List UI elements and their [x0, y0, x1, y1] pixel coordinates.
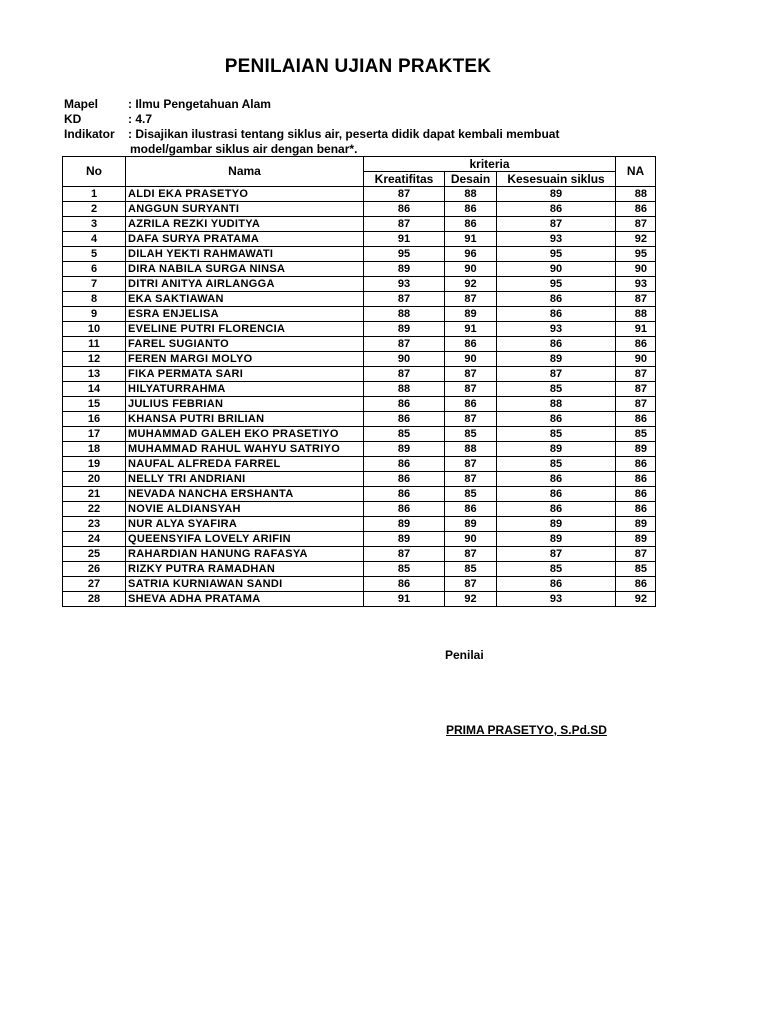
cell-nama: NOVIE ALDIANSYAH	[126, 502, 364, 517]
cell-no: 21	[63, 487, 126, 502]
cell-desain: 90	[445, 352, 497, 367]
cell-na: 92	[616, 592, 656, 607]
cell-no: 28	[63, 592, 126, 607]
cell-na: 86	[616, 202, 656, 217]
cell-kreatifitas: 85	[364, 427, 445, 442]
table-row	[63, 397, 656, 412]
cell-kreatifitas: 87	[364, 187, 445, 202]
cell-kreatifitas: 90	[364, 352, 445, 367]
cell-no: 3	[63, 217, 126, 232]
indikator-label: Indikator	[64, 127, 115, 141]
table-row	[63, 382, 656, 397]
cell-kesesuaian: 89	[497, 517, 616, 532]
cell-kesesuaian: 87	[497, 367, 616, 382]
cell-kreatifitas: 87	[364, 217, 445, 232]
cell-na: 89	[616, 532, 656, 547]
cell-nama: HILYATURRAHMA	[126, 382, 364, 397]
cell-na: 86	[616, 487, 656, 502]
cell-kesesuaian: 95	[497, 277, 616, 292]
cell-kesesuaian: 88	[497, 397, 616, 412]
cell-kreatifitas: 91	[364, 592, 445, 607]
cell-desain: 91	[445, 322, 497, 337]
cell-na: 86	[616, 337, 656, 352]
cell-nama: NEVADA NANCHA ERSHANTA	[126, 487, 364, 502]
cell-desain: 87	[445, 292, 497, 307]
mapel-label: Mapel	[64, 97, 99, 111]
cell-no: 16	[63, 412, 126, 427]
cell-kesesuaian: 90	[497, 262, 616, 277]
cell-no: 4	[63, 232, 126, 247]
table-row	[63, 457, 656, 472]
cell-no: 18	[63, 442, 126, 457]
cell-no: 12	[63, 352, 126, 367]
cell-no: 11	[63, 337, 126, 352]
cell-na: 87	[616, 382, 656, 397]
cell-no: 26	[63, 562, 126, 577]
table-row	[63, 562, 656, 577]
cell-no: 14	[63, 382, 126, 397]
grades-table-body	[63, 187, 656, 607]
cell-desain: 96	[445, 247, 497, 262]
cell-kesesuaian: 85	[497, 562, 616, 577]
table-row	[63, 217, 656, 232]
cell-no: 2	[63, 202, 126, 217]
cell-kreatifitas: 89	[364, 322, 445, 337]
header-no: No	[63, 157, 126, 187]
cell-nama: SHEVA ADHA PRATAMA	[126, 592, 364, 607]
cell-no: 24	[63, 532, 126, 547]
cell-kesesuaian: 93	[497, 592, 616, 607]
cell-desain: 87	[445, 367, 497, 382]
cell-nama: MUHAMMAD GALEH EKO PRASETIYO	[126, 427, 364, 442]
cell-no: 23	[63, 517, 126, 532]
cell-kreatifitas: 91	[364, 232, 445, 247]
cell-kesesuaian: 86	[497, 502, 616, 517]
cell-nama: JULIUS FEBRIAN	[126, 397, 364, 412]
cell-kreatifitas: 86	[364, 412, 445, 427]
cell-nama: ALDI EKA PRASETYO	[126, 187, 364, 202]
cell-no: 8	[63, 292, 126, 307]
cell-desain: 89	[445, 517, 497, 532]
cell-desain: 89	[445, 307, 497, 322]
table-row	[63, 352, 656, 367]
cell-kesesuaian: 86	[497, 202, 616, 217]
cell-kreatifitas: 86	[364, 487, 445, 502]
cell-desain: 91	[445, 232, 497, 247]
cell-na: 87	[616, 397, 656, 412]
cell-nama: AZRILA REZKI YUDITYA	[126, 217, 364, 232]
cell-kesesuaian: 86	[497, 472, 616, 487]
cell-desain: 87	[445, 457, 497, 472]
table-row	[63, 427, 656, 442]
cell-na: 93	[616, 277, 656, 292]
cell-na: 85	[616, 562, 656, 577]
cell-nama: DAFA SURYA PRATAMA	[126, 232, 364, 247]
cell-kesesuaian: 85	[497, 382, 616, 397]
cell-nama: MUHAMMAD RAHUL WAHYU SATRIYO	[126, 442, 364, 457]
table-row	[63, 337, 656, 352]
cell-kesesuaian: 86	[497, 337, 616, 352]
cell-kreatifitas: 88	[364, 382, 445, 397]
cell-nama: ANGGUN SURYANTI	[126, 202, 364, 217]
table-row	[63, 412, 656, 427]
cell-desain: 90	[445, 532, 497, 547]
cell-kreatifitas: 89	[364, 532, 445, 547]
cell-nama: DILAH YEKTI RAHMAWATI	[126, 247, 364, 262]
cell-na: 91	[616, 322, 656, 337]
cell-na: 90	[616, 352, 656, 367]
cell-kesesuaian: 86	[497, 577, 616, 592]
cell-desain: 86	[445, 202, 497, 217]
cell-kesesuaian: 93	[497, 322, 616, 337]
cell-na: 87	[616, 547, 656, 562]
cell-kreatifitas: 95	[364, 247, 445, 262]
cell-kreatifitas: 87	[364, 367, 445, 382]
cell-no: 6	[63, 262, 126, 277]
cell-nama: KHANSA PUTRI BRILIAN	[126, 412, 364, 427]
cell-na: 85	[616, 427, 656, 442]
cell-desain: 86	[445, 502, 497, 517]
cell-no: 5	[63, 247, 126, 262]
cell-kesesuaian: 95	[497, 247, 616, 262]
cell-desain: 87	[445, 472, 497, 487]
cell-na: 87	[616, 292, 656, 307]
cell-na: 89	[616, 517, 656, 532]
cell-no: 13	[63, 367, 126, 382]
cell-kreatifitas: 87	[364, 337, 445, 352]
table-row	[63, 517, 656, 532]
table-row	[63, 487, 656, 502]
cell-nama: EVELINE PUTRI FLORENCIA	[126, 322, 364, 337]
header-kreatifitas: Kreatifitas	[364, 172, 445, 187]
cell-nama: NAUFAL ALFREDA FARREL	[126, 457, 364, 472]
cell-kesesuaian: 87	[497, 217, 616, 232]
cell-desain: 87	[445, 412, 497, 427]
cell-na: 87	[616, 367, 656, 382]
cell-na: 86	[616, 412, 656, 427]
cell-nama: DIRA NABILA SURGA NINSA	[126, 262, 364, 277]
cell-kreatifitas: 86	[364, 202, 445, 217]
table-row	[63, 262, 656, 277]
cell-kreatifitas: 86	[364, 502, 445, 517]
cell-no: 9	[63, 307, 126, 322]
cell-kreatifitas: 93	[364, 277, 445, 292]
cell-desain: 88	[445, 187, 497, 202]
cell-no: 17	[63, 427, 126, 442]
cell-nama: QUEENSYIFA LOVELY ARIFIN	[126, 532, 364, 547]
cell-nama: FIKA PERMATA SARI	[126, 367, 364, 382]
cell-nama: NUR ALYA SYAFIRA	[126, 517, 364, 532]
cell-na: 88	[616, 187, 656, 202]
cell-kreatifitas: 87	[364, 547, 445, 562]
cell-nama: RAHARDIAN HANUNG RAFASYA	[126, 547, 364, 562]
cell-no: 1	[63, 187, 126, 202]
cell-kesesuaian: 93	[497, 232, 616, 247]
cell-no: 15	[63, 397, 126, 412]
cell-desain: 92	[445, 277, 497, 292]
cell-kreatifitas: 88	[364, 307, 445, 322]
cell-kesesuaian: 89	[497, 442, 616, 457]
indikator-line-2: model/gambar siklus air dengan benar*.	[130, 142, 358, 156]
indikator-line-1: : Disajikan ilustrasi tentang siklus air, peserta didik dapat kembali membuat	[128, 127, 560, 141]
cell-na: 92	[616, 232, 656, 247]
cell-nama: DITRI ANITYA AIRLANGGA	[126, 277, 364, 292]
header-kriteria: kriteria	[364, 157, 616, 172]
cell-kreatifitas: 87	[364, 292, 445, 307]
table-row	[63, 472, 656, 487]
cell-nama: RIZKY PUTRA RAMADHAN	[126, 562, 364, 577]
cell-desain: 86	[445, 217, 497, 232]
mapel-value: : Ilmu Pengetahuan Alam	[128, 97, 271, 111]
cell-na: 89	[616, 442, 656, 457]
cell-desain: 87	[445, 382, 497, 397]
cell-na: 95	[616, 247, 656, 262]
header-nama: Nama	[126, 157, 364, 187]
cell-kreatifitas: 86	[364, 577, 445, 592]
cell-na: 88	[616, 307, 656, 322]
cell-kesesuaian: 85	[497, 457, 616, 472]
cell-kesesuaian: 87	[497, 547, 616, 562]
cell-kreatifitas: 85	[364, 562, 445, 577]
header-na: NA	[616, 157, 656, 187]
grades-table	[62, 156, 656, 607]
cell-desain: 85	[445, 562, 497, 577]
cell-desain: 90	[445, 262, 497, 277]
cell-desain: 87	[445, 547, 497, 562]
cell-kreatifitas: 86	[364, 397, 445, 412]
table-row	[63, 232, 656, 247]
cell-desain: 86	[445, 397, 497, 412]
cell-nama: ESRA ENJELISA	[126, 307, 364, 322]
cell-desain: 85	[445, 487, 497, 502]
table-row	[63, 442, 656, 457]
table-row	[63, 202, 656, 217]
cell-na: 86	[616, 457, 656, 472]
cell-nama: SATRIA KURNIAWAN SANDI	[126, 577, 364, 592]
header-desain: Desain	[445, 172, 497, 187]
cell-kesesuaian: 89	[497, 352, 616, 367]
cell-desain: 88	[445, 442, 497, 457]
cell-no: 20	[63, 472, 126, 487]
cell-na: 87	[616, 217, 656, 232]
cell-na: 90	[616, 262, 656, 277]
table-row	[63, 502, 656, 517]
cell-nama: NELLY TRI ANDRIANI	[126, 472, 364, 487]
table-row	[63, 592, 656, 607]
cell-desain: 86	[445, 337, 497, 352]
cell-kesesuaian: 85	[497, 427, 616, 442]
table-row	[63, 187, 656, 202]
cell-kesesuaian: 86	[497, 292, 616, 307]
cell-no: 10	[63, 322, 126, 337]
cell-desain: 87	[445, 577, 497, 592]
table-row	[63, 322, 656, 337]
table-row	[63, 532, 656, 547]
document-title: PENILAIAN UJIAN PRAKTEK	[224, 56, 492, 77]
cell-nama: FEREN MARGI MOLYO	[126, 352, 364, 367]
table-row	[63, 277, 656, 292]
cell-kesesuaian: 89	[497, 532, 616, 547]
table-row	[63, 307, 656, 322]
table-row	[63, 292, 656, 307]
cell-kreatifitas: 86	[364, 472, 445, 487]
cell-kesesuaian: 86	[497, 307, 616, 322]
cell-kesesuaian: 86	[497, 412, 616, 427]
cell-no: 22	[63, 502, 126, 517]
cell-no: 19	[63, 457, 126, 472]
cell-na: 86	[616, 502, 656, 517]
penilai-name: PRIMA PRASETYO, S.Pd.SD	[446, 723, 607, 737]
table-row	[63, 367, 656, 382]
cell-no: 27	[63, 577, 126, 592]
header-kesesuaian: Kesesuain siklus	[497, 172, 616, 187]
cell-kreatifitas: 89	[364, 517, 445, 532]
penilai-label: Penilai	[445, 648, 484, 662]
cell-nama: FAREL SUGIANTO	[126, 337, 364, 352]
table-row	[63, 577, 656, 592]
cell-desain: 92	[445, 592, 497, 607]
cell-na: 86	[616, 472, 656, 487]
kd-label: KD	[64, 112, 82, 126]
cell-desain: 85	[445, 427, 497, 442]
table-row	[63, 547, 656, 562]
cell-na: 86	[616, 577, 656, 592]
kd-value: : 4.7	[128, 112, 153, 126]
cell-nama: EKA SAKTIAWAN	[126, 292, 364, 307]
cell-kreatifitas: 89	[364, 442, 445, 457]
table-row	[63, 247, 656, 262]
cell-kesesuaian: 89	[497, 187, 616, 202]
cell-kesesuaian: 86	[497, 487, 616, 502]
cell-kreatifitas: 89	[364, 262, 445, 277]
cell-no: 7	[63, 277, 126, 292]
cell-kreatifitas: 86	[364, 457, 445, 472]
cell-no: 25	[63, 547, 126, 562]
